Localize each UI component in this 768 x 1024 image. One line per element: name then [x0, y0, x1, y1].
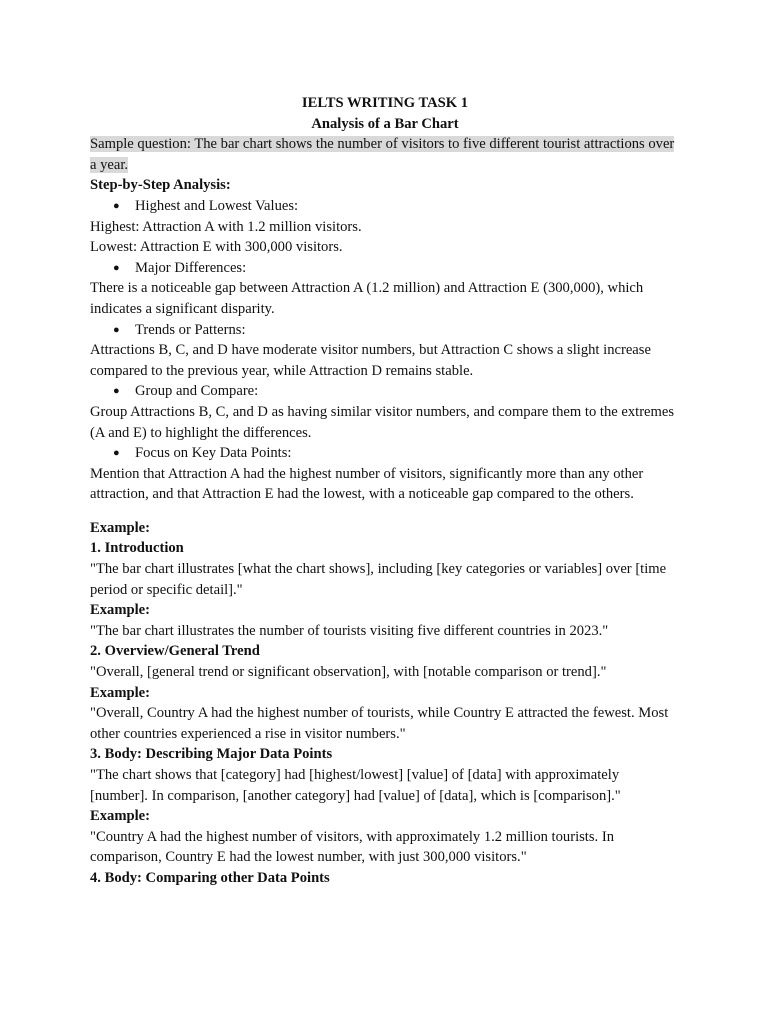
section-line: Mention that Attraction A had the highest number of visitors, significantly more than any other attraction, and that Attraction E had the lowest, with a noticeable gap compared to the others. — [90, 465, 644, 503]
part-example: "Country A had the highest number of visitors, with approximately 1.2 million tourists. In comparison, Country E had the lowest number, with just 300,000 visitors." — [90, 828, 614, 866]
document-subtitle: Analysis of a Bar Chart — [311, 115, 459, 132]
part-example-label: Example: — [90, 808, 150, 825]
bullet-key-data-points: ● Focus on Key Data Points: — [90, 443, 680, 464]
analysis-heading: Step-by-Step Analysis: — [90, 177, 231, 194]
bullet-highest-lowest: ● Highest and Lowest Values: — [90, 196, 680, 217]
part-example-label: Example: — [90, 684, 150, 701]
part-example-label: Example: — [90, 602, 150, 619]
section-line: Lowest: Attraction E with 300,000 visitors. — [90, 239, 343, 256]
part-template: "Overall, [general trend or significant observation], with [notable comparison or trend]." — [90, 664, 607, 681]
bullet-group-compare: ● Group and Compare: — [90, 381, 680, 402]
document-page — [90, 93, 680, 889]
bullet-major-differences: ● Major Differences: — [90, 258, 680, 279]
part-example: "Overall, Country A had the highest number of tourists, while Country E attracted the fewest. Most other countries experienced a rise in visitor numbers." — [90, 705, 669, 742]
sample-question — [90, 134, 680, 175]
section-line: There is a noticeable gap between Attraction A (1.2 million) and Attraction E (300,000), which indicates a significant disparity. — [90, 280, 644, 317]
part-heading-overview: 2. Overview/General Trend — [90, 643, 260, 660]
part-template: "The bar chart illustrates [what the chart shows], including [key categories or variables] over [time period or specific detail]." — [90, 561, 667, 598]
document-title: IELTS WRITING TASK 1 — [301, 95, 469, 111]
example-heading: Example: — [90, 519, 150, 536]
spacer — [90, 505, 680, 518]
part-heading-comparing-other: 4. Body: Comparing other Data Points — [90, 869, 330, 886]
section-line: Highest: Attraction A with 1.2 million visitors. — [90, 218, 362, 235]
part-template: "The chart shows that [category] had [highest/lowest] [value] of [data] with approximately [number]. In comparison, [another category] had [value] of [data], which is [comparison]." — [90, 767, 621, 804]
part-heading-introduction: 1. Introduction — [90, 540, 184, 557]
sample-question-text: Sample question: The bar chart shows the number of visitors to five different tourist attractions over a year. — [90, 136, 675, 173]
section-line: Attractions B, C, and D have moderate visitor numbers, but Attraction C shows a slight increase compared to the previous year, while Attraction D remains stable. — [90, 342, 651, 379]
part-heading-major-data-points: 3. Body: Describing Major Data Points — [90, 746, 333, 763]
part-example: "The bar chart illustrates the number of tourists visiting five different countries in 2023." — [90, 622, 609, 639]
bullet-trends-patterns: ● Trends or Patterns: — [90, 320, 680, 341]
section-line: Group Attractions B, C, and D as having similar visitor numbers, and compare them to the extremes (A and E) to highlight the differences. — [90, 403, 675, 441]
